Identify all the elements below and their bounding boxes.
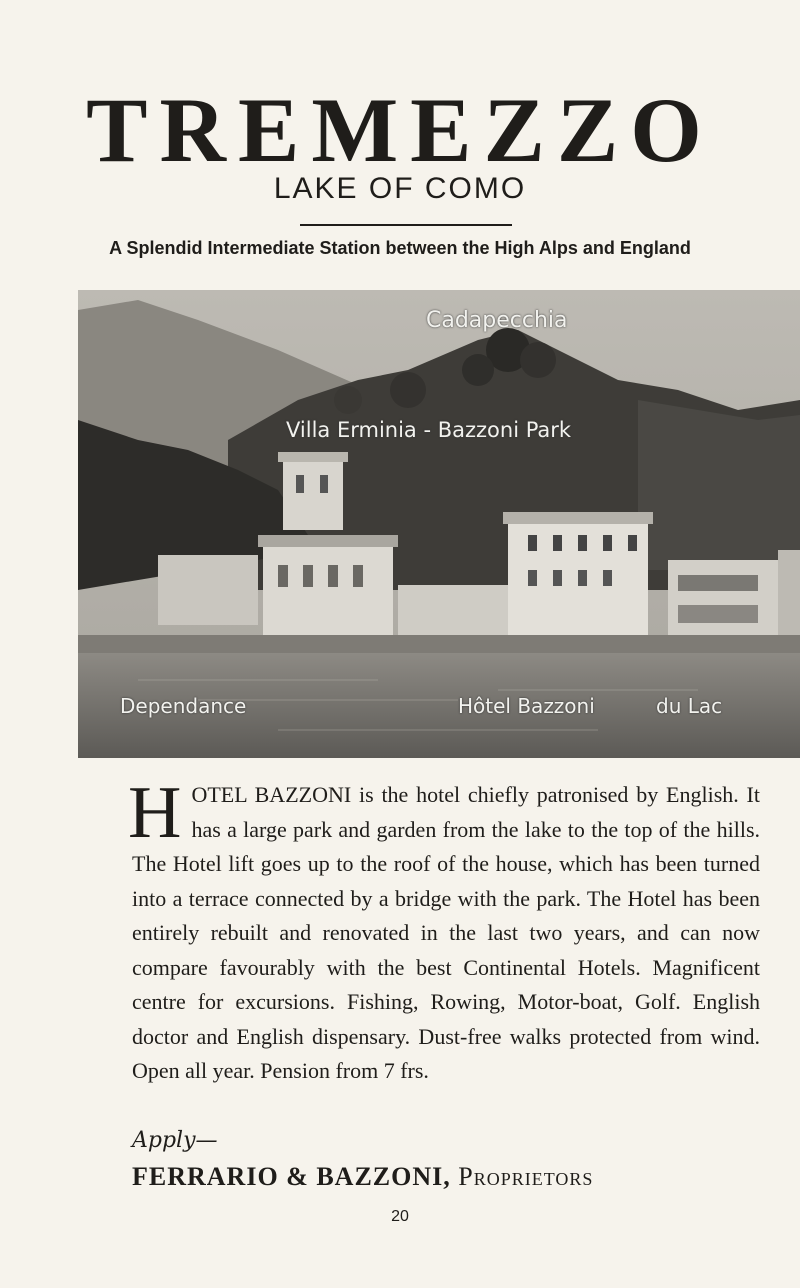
- quay-wall: [78, 635, 800, 653]
- hotel-du-lac-building: [668, 550, 800, 640]
- label-dependance: Dependance: [120, 694, 247, 718]
- page-title: TREMEZZO: [86, 79, 714, 181]
- proprietor-role: Proprietors: [458, 1162, 594, 1191]
- description-text: OTEL BAZZONI is the hotel chiefly patronised by English. It has a large park and garden from the lake to the top of the hills. The Hotel lift goes up to the roof of the house, which has been turned into a terrace connected by a bridge with the park. The Hotel has been entirely rebuilt and renovated in the last two years, and can now compare favourably with the best Continental Hotels. Magnificent centre for excursions. Fishing, Rowing, Motor-boat, Golf. English doctor and English dispensary. Dust-free walks protected from wind. Open all year. Pension from 7 frs.: [132, 782, 760, 1083]
- villa-erminia: [278, 452, 348, 530]
- right-hillside: [638, 400, 800, 570]
- label-cadapecchia: Cadapecchia: [426, 308, 568, 333]
- tagline: A Splendid Intermediate Station between the High Alps and England: [109, 238, 691, 258]
- hotel-description: [128, 772, 760, 1089]
- photo-illustration: [78, 290, 800, 758]
- proprietor-names: FERRARIO & BAZZONI,: [132, 1162, 451, 1191]
- proprietors-line: [132, 1162, 772, 1192]
- label-hotel-bazzoni: Hôtel Bazzoni: [458, 694, 595, 718]
- hotel-photograph: [78, 290, 800, 758]
- subtitle: LAKE OF COMO: [273, 172, 527, 205]
- divider-rule: [300, 224, 512, 226]
- label-villa-erminia: Villa Erminia - Bazzoni Park: [286, 418, 572, 442]
- apply-line: Apply—: [132, 1128, 218, 1153]
- label-du-lac: du Lac: [656, 694, 723, 718]
- drop-cap: H: [128, 772, 182, 854]
- page-number: 20: [391, 1208, 409, 1225]
